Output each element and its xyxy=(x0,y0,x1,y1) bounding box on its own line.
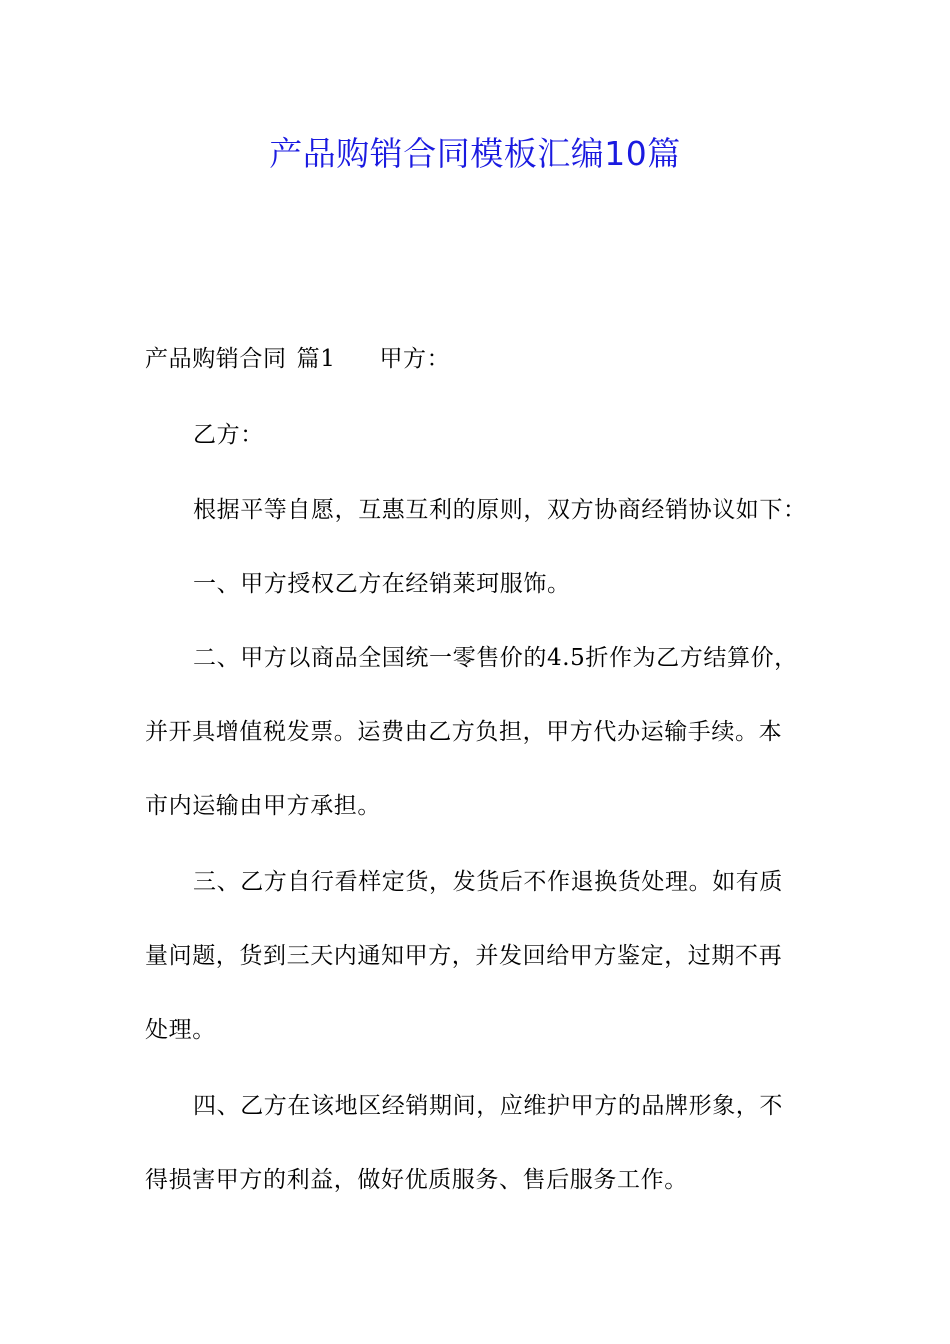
contract-heading-part: 篇1 xyxy=(296,346,336,372)
party-a-label: 甲方： xyxy=(379,346,451,372)
contract-heading-label: 产品购销合同 xyxy=(145,346,287,372)
party-b-label: 乙方： xyxy=(193,422,264,448)
clause-4-line-2: 得损害甲方的利益，做好优质服务、售后服务工作。 xyxy=(145,1167,688,1193)
clause-3-line-3: 处理。 xyxy=(145,1017,216,1043)
clause-4-line-1: 四、乙方在该地区经销期间，应维护甲方的品牌形象，不 xyxy=(193,1093,783,1119)
clause-3-line-1: 三、乙方自行看样定货，发货后不作退换货处理。如有质 xyxy=(193,869,783,895)
clause-1: 一、甲方授权乙方在经销莱珂服饰。 xyxy=(193,571,571,597)
clause-2-line-3: 市内运输由甲方承担。 xyxy=(145,793,381,819)
paragraph-intro: 根据平等自愿，互惠互利的原则，双方协商经销协议如下： xyxy=(193,497,807,523)
clause-2-line-2: 并开具增值税发票。运费由乙方负担，甲方代办运输手续。本 xyxy=(145,719,783,745)
contract-heading-line xyxy=(145,341,450,377)
clause-2-line-1: 二、甲方以商品全国统一零售价的4.5折作为乙方结算价， xyxy=(193,645,798,671)
clause-3-line-2: 量问题，货到三天内通知甲方，并发回给甲方鉴定，过期不再 xyxy=(145,943,783,969)
document-title: 产品购销合同模板汇编10篇 xyxy=(269,134,681,173)
